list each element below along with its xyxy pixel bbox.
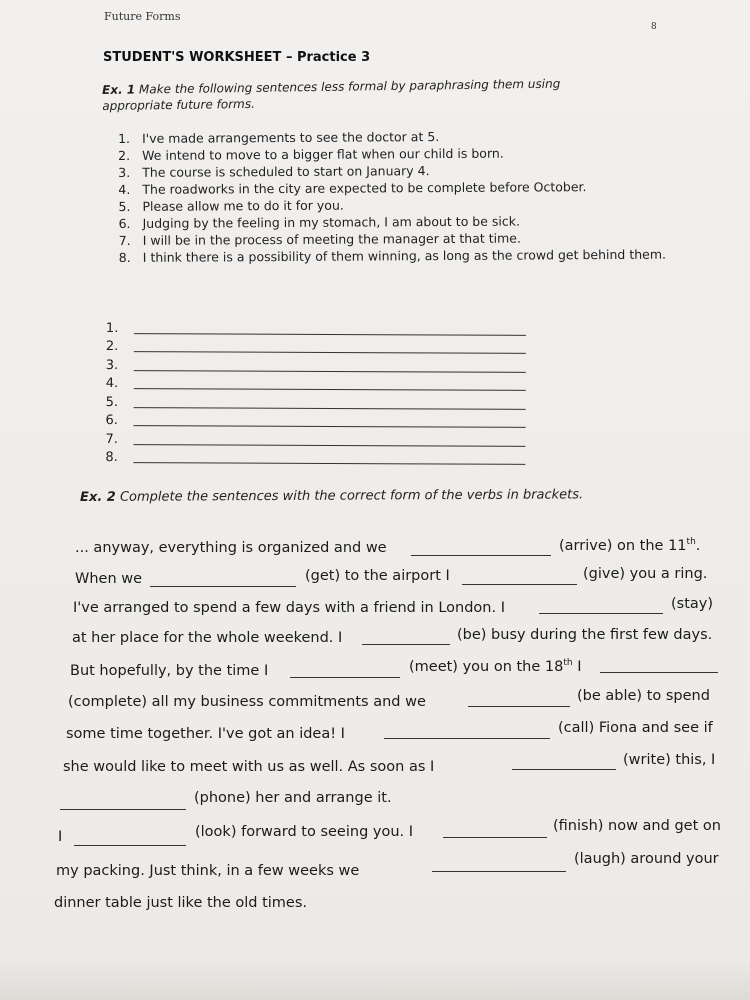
gap-blank[interactable] [462, 584, 577, 585]
ex1-instruction-text: Make the following sentences less formal by paraphrasing them using appropriate future forms. [102, 76, 561, 113]
text-fragment: When we [75, 571, 143, 587]
gap-blank[interactable] [443, 837, 547, 838]
gap-blank[interactable] [362, 644, 450, 645]
page-shadow [0, 960, 750, 1000]
gap-blank[interactable] [150, 586, 296, 587]
running-header: Future Forms [104, 10, 181, 23]
text-fragment: (look) forward to seeing you. I [195, 824, 414, 840]
item-text: The roadworks in the city are expected to be complete before October. [142, 179, 587, 197]
text-fragment: I've arranged to spend a few days with a friend in London. I [73, 600, 505, 616]
item-number: 7. [118, 232, 131, 248]
answer-number: 6. [105, 412, 118, 429]
text-fragment: (meet) you on the 18 [409, 658, 564, 675]
text-fragment: dinner table just like the old times. [54, 895, 308, 911]
gap-blank[interactable] [432, 871, 566, 872]
item-number: 6. [118, 215, 131, 231]
text-fragment: (complete) all my business commitments and we [68, 694, 426, 710]
text-fragment: at her place for the whole weekend. I [72, 630, 343, 646]
superscript: th [563, 658, 573, 668]
ex1-label: Ex. 1 [102, 82, 136, 97]
text-fragment: I [58, 829, 63, 845]
answer-number: 1. [105, 320, 119, 336]
text-fragment: I [577, 658, 582, 675]
item-number: 1. [118, 130, 131, 146]
item-text: We intend to move to a bigger flat when our child is born. [142, 145, 504, 163]
gap-blank[interactable] [468, 706, 570, 707]
item-number: 8. [118, 249, 131, 265]
item-text: Judging by the feeling in my stomach, I am about to be sick. [142, 213, 521, 231]
text-fragment: But hopefully, by the time I [70, 663, 269, 679]
answer-number: 3. [105, 357, 119, 373]
item-number: 2. [118, 147, 131, 163]
gap-blank[interactable] [512, 769, 616, 770]
gap-blank[interactable] [411, 555, 551, 556]
item-number: 3. [118, 164, 131, 180]
text-fragment: (laugh) around your [574, 851, 719, 867]
item-number: 5. [118, 198, 131, 214]
gap-blank[interactable] [60, 809, 186, 810]
item-number: 4. [118, 181, 131, 197]
gap-blank[interactable] [384, 738, 550, 739]
superscript: th [686, 537, 696, 547]
ex2-instruction-text: Complete the sentences with the correct form of the verbs in brackets. [119, 487, 584, 505]
answer-number: 8. [105, 449, 118, 466]
text-fragment: (be) busy during the first few days. [457, 627, 713, 643]
text-fragment: ... anyway, everything is organized and we [75, 540, 387, 556]
text-fragment: . [695, 537, 701, 554]
item-text: I will be in the process of meeting the manager at that time. [142, 230, 521, 248]
text-fragment: (phone) her and arrange it. [194, 790, 392, 806]
page-number: 8 [651, 22, 657, 32]
text-fragment [559, 537, 700, 554]
answer-number: 2. [105, 338, 119, 355]
gap-blank[interactable] [290, 677, 400, 678]
text-fragment: my packing. Just think, in a few weeks we [56, 863, 360, 879]
text-fragment: (finish) now and get on [553, 818, 721, 834]
gap-blank[interactable] [600, 672, 718, 673]
item-text: I've made arrangements to see the doctor at 5. [142, 129, 440, 146]
item-text: I think there is a possibility of them winning, as long as the crowd get behind them. [142, 246, 667, 265]
item-text: Please allow me to do it for you. [142, 197, 344, 214]
text-fragment: (give) you a ring. [583, 566, 708, 582]
text-fragment: (call) Fiona and see if [558, 720, 713, 736]
ex2-label: Ex. 2 [80, 489, 116, 505]
gap-blank[interactable] [539, 613, 663, 614]
text-fragment: some time together. I've got an idea! I [66, 726, 345, 742]
gap-blank[interactable] [74, 845, 186, 846]
text-fragment: (arrive) on the 11 [559, 537, 687, 554]
answer-number: 7. [105, 431, 118, 447]
answer-number: 5. [105, 394, 119, 410]
answer-number: 4. [105, 375, 119, 392]
worksheet-title: STUDENT'S WORKSHEET – Practice 3 [103, 50, 371, 65]
text-fragment: (get) to the airport I [305, 568, 450, 584]
text-fragment: (stay) [671, 596, 714, 612]
text-fragment: (write) this, I [623, 752, 716, 768]
item-text: The course is scheduled to start on January 4. [142, 163, 430, 180]
text-fragment: she would like to meet with us as well. As soon as I [63, 759, 435, 775]
text-fragment: (be able) to spend [577, 688, 710, 704]
text-fragment [409, 658, 581, 675]
